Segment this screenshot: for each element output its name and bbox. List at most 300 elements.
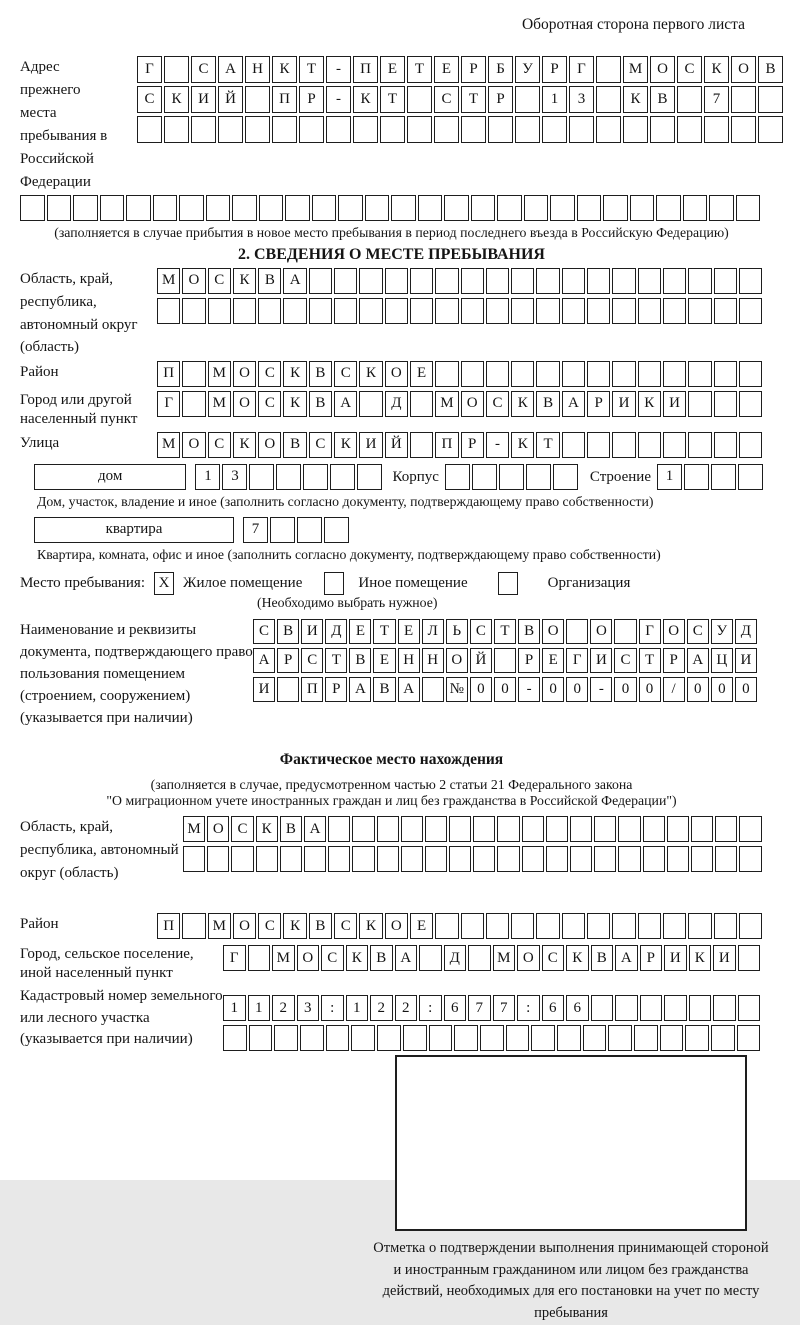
char-box[interactable]: О [385,913,408,940]
char-box[interactable] [546,816,568,843]
char-box[interactable]: 6 [444,995,467,1022]
char-box[interactable] [594,846,616,873]
char-box[interactable] [614,619,636,645]
char-box[interactable]: Т [536,432,559,459]
char-box[interactable] [618,846,640,873]
char-box[interactable] [587,298,610,325]
char-box[interactable] [353,116,378,143]
char-box[interactable] [182,298,205,325]
char-box[interactable] [473,816,495,843]
char-box[interactable]: К [359,913,382,940]
char-box[interactable]: К [638,391,661,418]
char-box[interactable] [401,816,423,843]
char-box[interactable]: Д [385,391,408,418]
char-box[interactable] [164,56,189,83]
char-box[interactable]: И [191,86,216,113]
char-box[interactable] [303,464,328,491]
char-box[interactable]: А [304,816,326,843]
char-box[interactable] [299,116,324,143]
char-box[interactable] [435,298,458,325]
char-box[interactable] [259,195,284,222]
char-box[interactable]: 0 [735,677,757,703]
char-box[interactable]: В [370,945,393,972]
char-box[interactable] [596,86,621,113]
char-box[interactable]: С [309,432,332,459]
char-box[interactable] [182,361,205,388]
char-box[interactable]: О [446,648,468,674]
char-box[interactable]: В [518,619,540,645]
char-box[interactable]: В [758,56,783,83]
char-box[interactable]: - [326,86,351,113]
char-box[interactable]: Р [461,432,484,459]
char-box[interactable] [472,464,497,491]
char-box[interactable] [638,268,661,295]
char-box[interactable]: Е [380,56,405,83]
char-box[interactable] [497,195,522,222]
char-box[interactable]: К [623,86,648,113]
char-box[interactable]: А [615,945,638,972]
char-box[interactable]: 7 [468,995,491,1022]
char-box[interactable] [422,677,444,703]
char-box[interactable]: В [309,913,332,940]
char-box[interactable] [536,298,559,325]
char-box[interactable] [758,86,783,113]
char-box[interactable] [312,195,337,222]
char-box[interactable] [326,1025,350,1052]
char-box[interactable]: Г [566,648,588,674]
char-box[interactable]: В [373,677,395,703]
char-box[interactable]: У [711,619,733,645]
char-box[interactable]: Р [663,648,685,674]
char-box[interactable]: С [614,648,636,674]
char-box[interactable]: Н [398,648,420,674]
char-box[interactable]: Б [488,56,513,83]
checkbox-organization[interactable] [498,572,518,595]
char-box[interactable] [248,945,271,972]
char-box[interactable] [47,195,72,222]
char-box[interactable]: А [398,677,420,703]
char-box[interactable]: 7 [493,995,516,1022]
char-box[interactable]: И [359,432,382,459]
char-box[interactable] [410,391,433,418]
char-box[interactable]: О [182,432,205,459]
char-box[interactable] [461,913,484,940]
char-box[interactable]: К [511,432,534,459]
char-box[interactable]: О [731,56,756,83]
char-box[interactable] [497,846,519,873]
char-box[interactable]: 3 [569,86,594,113]
char-box[interactable]: О [297,945,320,972]
char-box[interactable]: К [233,432,256,459]
char-box[interactable] [736,195,761,222]
char-box[interactable]: Р [299,86,324,113]
char-box[interactable]: Ь [446,619,468,645]
char-box[interactable]: 6 [566,995,589,1022]
char-box[interactable] [731,86,756,113]
char-box[interactable]: А [562,391,585,418]
char-box[interactable]: Г [639,619,661,645]
char-box[interactable]: С [470,619,492,645]
char-box[interactable] [638,913,661,940]
char-box[interactable]: М [272,945,295,972]
char-box[interactable]: М [435,391,458,418]
char-box[interactable] [218,116,243,143]
char-box[interactable]: : [517,995,540,1022]
char-box[interactable] [603,195,628,222]
char-box[interactable] [591,995,614,1022]
char-box[interactable] [499,464,524,491]
char-box[interactable] [542,116,567,143]
char-box[interactable]: Е [410,913,433,940]
char-box[interactable] [468,945,491,972]
char-box[interactable] [486,913,509,940]
char-box[interactable] [688,391,711,418]
char-box[interactable]: 1 [223,995,246,1022]
char-box[interactable]: К [511,391,534,418]
char-box[interactable]: Г [137,56,162,83]
char-box[interactable]: Д [325,619,347,645]
char-box[interactable]: А [334,391,357,418]
char-box[interactable] [638,361,661,388]
char-box[interactable] [737,1025,761,1052]
char-box[interactable] [256,846,278,873]
char-box[interactable] [713,995,736,1022]
char-box[interactable] [739,816,761,843]
char-box[interactable]: Й [385,432,408,459]
char-box[interactable] [461,116,486,143]
char-box[interactable] [497,816,519,843]
char-box[interactable] [758,116,783,143]
char-box[interactable]: 0 [639,677,661,703]
char-box[interactable]: Д [444,945,467,972]
char-box[interactable]: : [321,995,344,1022]
char-box[interactable]: О [663,619,685,645]
char-box[interactable] [471,195,496,222]
char-box[interactable] [714,268,737,295]
char-box[interactable] [711,464,736,491]
char-box[interactable] [515,116,540,143]
char-box[interactable] [73,195,98,222]
char-box[interactable] [232,195,257,222]
char-box[interactable]: С [486,391,509,418]
char-box[interactable] [191,116,216,143]
char-box[interactable] [511,298,534,325]
char-box[interactable]: С [321,945,344,972]
char-box[interactable] [594,816,616,843]
char-box[interactable] [352,846,374,873]
char-box[interactable]: И [663,391,686,418]
char-box[interactable]: И [713,945,736,972]
char-box[interactable] [126,195,151,222]
char-box[interactable]: Н [245,56,270,83]
char-box[interactable] [486,361,509,388]
char-box[interactable]: О [258,432,281,459]
char-box[interactable]: О [590,619,612,645]
char-box[interactable] [20,195,45,222]
char-box[interactable] [739,432,762,459]
char-box[interactable] [182,913,205,940]
char-box[interactable]: Е [349,619,371,645]
char-box[interactable]: В [277,619,299,645]
char-box[interactable] [660,1025,684,1052]
char-box[interactable]: Р [587,391,610,418]
char-box[interactable]: : [419,995,442,1022]
char-box[interactable] [739,846,761,873]
char-box[interactable]: И [590,648,612,674]
char-box[interactable] [410,268,433,295]
char-box[interactable]: П [353,56,378,83]
char-box[interactable]: № [446,677,468,703]
char-box[interactable]: Е [373,648,395,674]
char-box[interactable]: С [191,56,216,83]
checkbox-other-premises[interactable] [324,572,344,595]
char-box[interactable]: 3 [297,995,320,1022]
char-box[interactable] [511,913,534,940]
char-box[interactable] [182,391,205,418]
char-box[interactable] [711,1025,735,1052]
char-box[interactable] [494,648,516,674]
char-box[interactable]: К [283,361,306,388]
char-box[interactable] [434,116,459,143]
char-box[interactable]: А [283,268,306,295]
char-box[interactable]: 0 [566,677,588,703]
char-box[interactable] [506,1025,530,1052]
char-box[interactable]: 7 [243,517,268,544]
char-box[interactable]: 1 [657,464,682,491]
char-box[interactable] [714,361,737,388]
char-box[interactable] [223,1025,247,1052]
char-box[interactable]: Р [518,648,540,674]
char-box[interactable] [677,116,702,143]
char-box[interactable]: К [164,86,189,113]
char-box[interactable]: С [137,86,162,113]
char-box[interactable] [536,361,559,388]
char-box[interactable] [401,846,423,873]
char-box[interactable] [410,432,433,459]
char-box[interactable] [407,116,432,143]
char-box[interactable] [689,995,712,1022]
char-box[interactable]: 2 [370,995,393,1022]
char-box[interactable] [656,195,681,222]
char-box[interactable] [359,268,382,295]
char-box[interactable]: В [283,432,306,459]
char-box[interactable]: 0 [470,677,492,703]
char-box[interactable] [596,56,621,83]
char-box[interactable] [164,116,189,143]
char-box[interactable] [596,116,621,143]
char-box[interactable]: В [258,268,281,295]
char-box[interactable] [391,195,416,222]
char-box[interactable]: 3 [222,464,247,491]
char-box[interactable]: 1 [346,995,369,1022]
char-box[interactable]: М [208,361,231,388]
char-box[interactable]: М [208,391,231,418]
char-box[interactable] [100,195,125,222]
char-box[interactable] [418,195,443,222]
char-box[interactable]: Е [542,648,564,674]
char-box[interactable] [231,846,253,873]
char-box[interactable] [683,195,708,222]
char-box[interactable]: О [233,913,256,940]
char-box[interactable] [587,432,610,459]
char-box[interactable] [334,298,357,325]
char-box[interactable] [304,846,326,873]
char-box[interactable] [546,846,568,873]
char-box[interactable]: Г [569,56,594,83]
char-box[interactable] [488,116,513,143]
char-box[interactable] [249,1025,273,1052]
char-box[interactable]: Т [380,86,405,113]
char-box[interactable] [643,816,665,843]
char-box[interactable]: 7 [704,86,729,113]
char-box[interactable] [684,464,709,491]
char-box[interactable] [444,195,469,222]
char-box[interactable]: Т [494,619,516,645]
char-box[interactable]: 1 [542,86,567,113]
char-box[interactable] [410,298,433,325]
char-box[interactable] [435,268,458,295]
char-box[interactable] [715,846,737,873]
char-box[interactable] [461,298,484,325]
char-box[interactable] [566,619,588,645]
char-box[interactable]: П [157,913,180,940]
char-box[interactable]: 1 [195,464,220,491]
char-box[interactable]: Р [461,56,486,83]
char-box[interactable]: О [182,268,205,295]
char-box[interactable]: С [542,945,565,972]
char-box[interactable] [570,816,592,843]
char-box[interactable] [731,116,756,143]
char-box[interactable] [425,846,447,873]
char-box[interactable] [739,361,762,388]
char-box[interactable] [569,116,594,143]
char-box[interactable]: Е [434,56,459,83]
char-box[interactable]: Т [461,86,486,113]
char-box[interactable] [663,298,686,325]
char-box[interactable] [612,268,635,295]
char-box[interactable]: О [233,361,256,388]
char-box[interactable] [309,268,332,295]
char-box[interactable] [377,846,399,873]
char-box[interactable] [285,195,310,222]
char-box[interactable] [277,677,299,703]
char-box[interactable]: В [309,361,332,388]
char-box[interactable] [328,846,350,873]
char-box[interactable]: 0 [494,677,516,703]
char-box[interactable] [562,268,585,295]
char-box[interactable] [738,945,761,972]
char-box[interactable]: Т [325,648,347,674]
char-box[interactable] [738,464,763,491]
char-box[interactable]: А [687,648,709,674]
char-box[interactable] [526,464,551,491]
char-box[interactable]: 6 [542,995,565,1022]
char-box[interactable] [334,268,357,295]
char-box[interactable]: К [704,56,729,83]
char-box[interactable]: Т [373,619,395,645]
char-box[interactable] [208,298,231,325]
char-box[interactable]: С [231,816,253,843]
char-box[interactable] [667,846,689,873]
char-box[interactable]: К [353,86,378,113]
char-box[interactable]: И [735,648,757,674]
char-box[interactable] [688,298,711,325]
char-box[interactable] [207,846,229,873]
char-box[interactable] [280,846,302,873]
char-box[interactable]: 1 [248,995,271,1022]
char-box[interactable]: Н [422,648,444,674]
char-box[interactable] [359,391,382,418]
char-box[interactable] [245,116,270,143]
char-box[interactable] [704,116,729,143]
char-box[interactable] [583,1025,607,1052]
char-box[interactable] [206,195,231,222]
char-box[interactable]: Р [277,648,299,674]
char-box[interactable] [352,816,374,843]
char-box[interactable] [272,116,297,143]
char-box[interactable] [328,816,350,843]
char-box[interactable]: С [208,268,231,295]
char-box[interactable] [562,361,585,388]
char-box[interactable] [425,816,447,843]
char-box[interactable] [365,195,390,222]
char-box[interactable] [524,195,549,222]
char-box[interactable] [454,1025,478,1052]
char-box[interactable] [677,86,702,113]
char-box[interactable]: Е [398,619,420,645]
char-box[interactable] [249,464,274,491]
char-box[interactable] [531,1025,555,1052]
char-box[interactable] [461,268,484,295]
char-box[interactable]: К [283,391,306,418]
char-box[interactable] [326,116,351,143]
char-box[interactable]: К [566,945,589,972]
char-box[interactable]: П [435,432,458,459]
char-box[interactable]: М [183,816,205,843]
char-box[interactable]: О [461,391,484,418]
char-box[interactable] [515,86,540,113]
char-box[interactable] [137,116,162,143]
char-box[interactable] [480,1025,504,1052]
char-box[interactable]: В [650,86,675,113]
char-box[interactable] [691,816,713,843]
char-box[interactable] [562,298,585,325]
char-box[interactable]: А [253,648,275,674]
char-box[interactable] [511,268,534,295]
char-box[interactable]: Е [410,361,433,388]
char-box[interactable] [403,1025,427,1052]
char-box[interactable] [283,298,306,325]
char-box[interactable]: В [536,391,559,418]
char-box[interactable] [739,913,762,940]
char-box[interactable] [153,195,178,222]
char-box[interactable]: - [518,677,540,703]
char-box[interactable]: Й [218,86,243,113]
char-box[interactable] [663,268,686,295]
char-box[interactable]: М [493,945,516,972]
char-box[interactable]: 0 [711,677,733,703]
char-box[interactable] [663,432,686,459]
char-box[interactable] [570,846,592,873]
char-box[interactable]: - [590,677,612,703]
char-box[interactable]: Т [407,56,432,83]
char-box[interactable] [385,268,408,295]
char-box[interactable] [618,816,640,843]
char-box[interactable]: С [434,86,459,113]
char-box[interactable]: О [517,945,540,972]
char-box[interactable]: А [395,945,418,972]
char-box[interactable] [511,361,534,388]
